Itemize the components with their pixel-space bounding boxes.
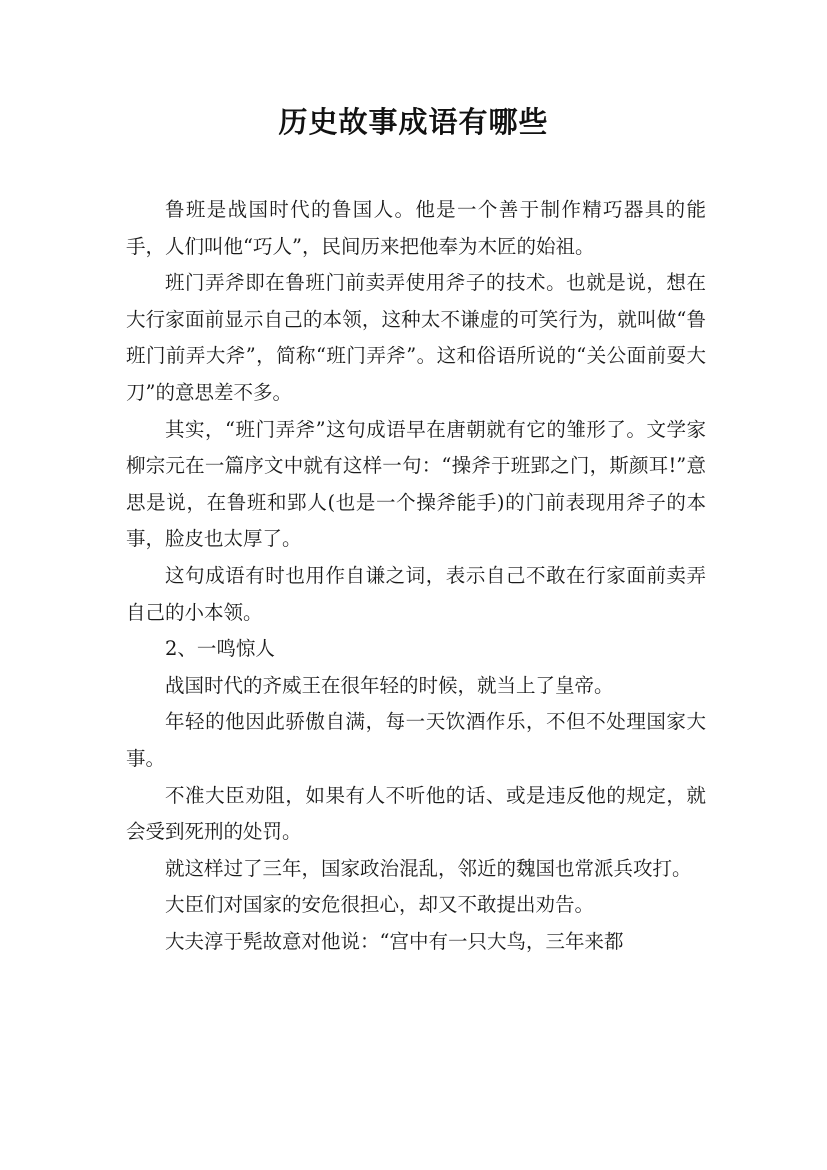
paragraph: 年轻的他因此骄傲自满，每一天饮酒作乐，不但不处理国家大事。 [126, 710, 706, 770]
paragraph: 鲁班是战国时代的鲁国人。他是一个善于制作精巧器具的能手，人们叫他“巧人”，民间历来把他奉为木匠的始祖。 [126, 198, 706, 258]
paragraph: 这句成语有时也用作自谦之词，表示自己不敢在行家面前卖弄自己的小本领。 [126, 563, 706, 624]
paragraph: 战国时代的齐威王在很年轻的时候，就当上了皇帝。 [165, 673, 614, 697]
paragraph: 大夫淳于髡故意对他说：“宫中有一只大鸟，三年来都 [165, 929, 624, 953]
paragraph: 大臣们对国家的安危很担心，却又不敢提出劝告。 [165, 893, 595, 917]
paragraph: 其实，“班门弄斧”这句成语早在唐朝就有它的雏形了。文学家柳宗元在一篇序文中就有这样一句：“操斧于班郢之门，斯颜耳!”意思是说，在鲁班和郢人(也是一个操斧能手)的门前表现用斧子的本事，脸皮也太厚了。 [126, 417, 706, 551]
section-heading: 2、一鸣惊人 [165, 637, 275, 661]
paragraph: 不准大臣劝阻，如果有人不听他的话、或是违反他的规定，就会受到死刑的处罚。 [126, 783, 706, 844]
paragraph: 就这样过了三年，国家政治混乱，邻近的魏国也常派兵攻打。 [165, 856, 692, 880]
paragraph: 班门弄斧即在鲁班门前卖弄使用斧子的技术。也就是说，想在大行家面前显示自己的本领，这种太不谦虚的可笑行为，就叫做“鲁班门前弄大斧”，简称“班门弄斧”。这和俗语所说的“关公面前耍大刀”的意思差不多。 [126, 271, 706, 404]
document-title: 历史故事成语有哪些 [278, 105, 549, 139]
document-body [126, 192, 706, 960]
